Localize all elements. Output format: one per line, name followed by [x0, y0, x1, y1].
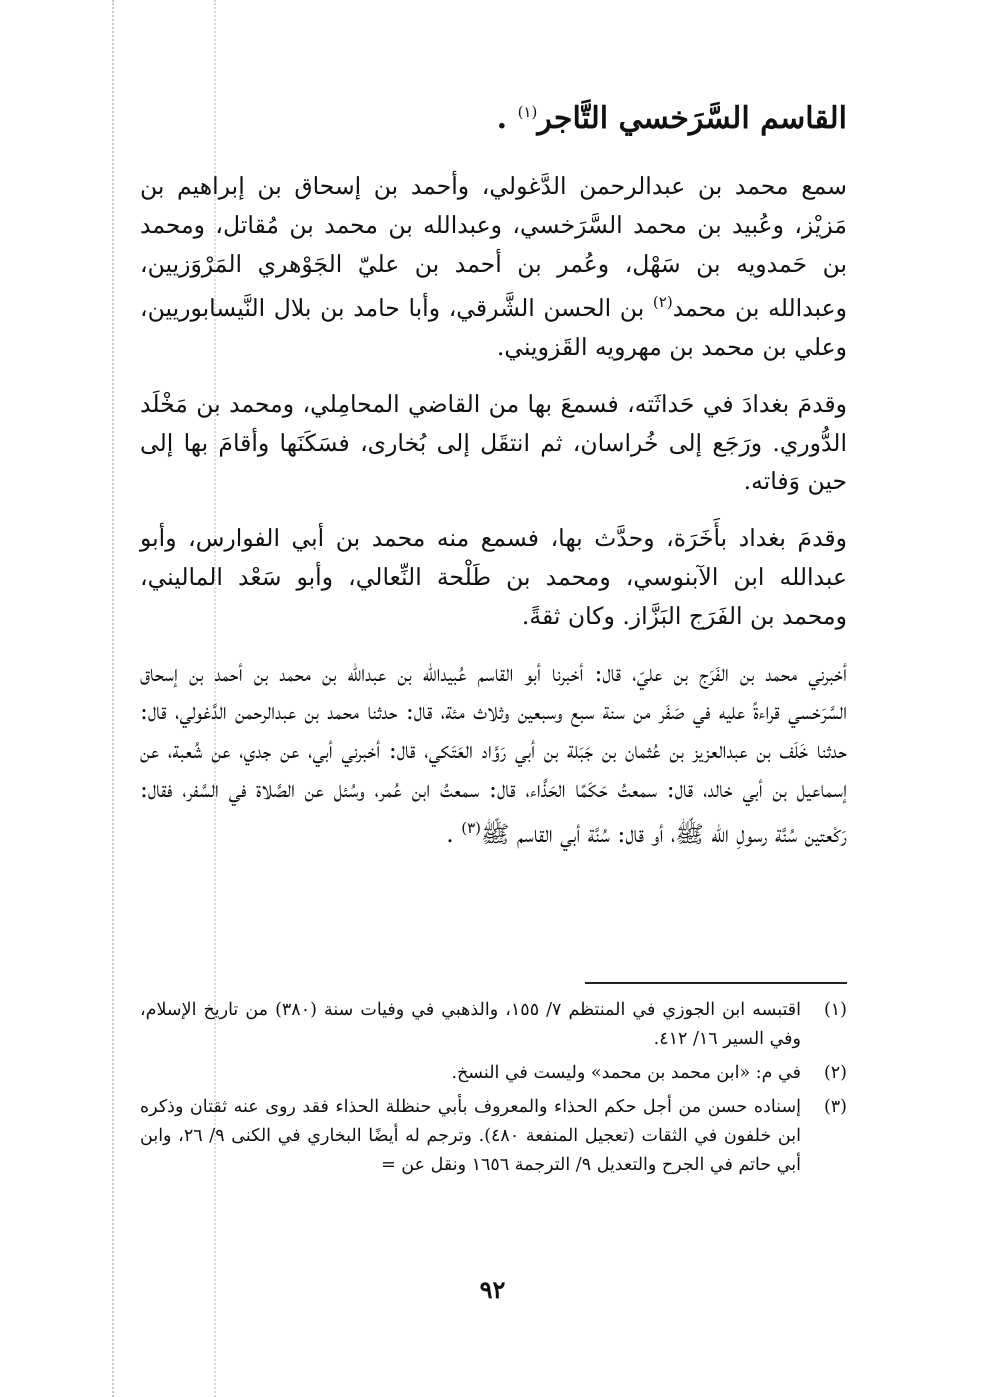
footnote-item: [140, 1093, 847, 1180]
entry-heading-tail: .: [496, 101, 518, 136]
entry-heading: [140, 92, 847, 139]
footnote-ref: (١): [517, 103, 538, 121]
footnote-text: في م: «ابن محمد بن محمد» وليست في النسخ.: [451, 1063, 801, 1083]
footnote-item: [140, 996, 847, 1054]
footnote-number: (٣): [823, 1097, 847, 1117]
entry-body: [140, 167, 847, 871]
footnote-ref: (٢): [652, 293, 673, 312]
footnote-text: إسناده حسن من أجل حكم الحذاء والمعروف بأبي حنظلة الحذاء فقد روى عنه ثقتان وذكره ابن خلفون في الثقات (تعجيل المنفعة ٤٨٠). وترجم له أيضًا البخاري في الكنى ٩/ ٢٦، وابن أبي حاتم في الجرح والتعديل ٩/ الترجمة ١٦٥٦ ونقل عن =: [140, 1097, 801, 1175]
footnote-separator: [585, 982, 847, 984]
page-number: ٩٢: [479, 1275, 506, 1304]
footnote-number: (٢): [823, 1063, 847, 1083]
footnotes: [140, 996, 847, 1185]
footnote-item: [140, 1059, 847, 1088]
paragraph: سمع محمد بن عبدالرحمن الدَّغولي، وأحمد بن إسحاق بن إبراهيم بن مَزيْز، وعُبيد بن محمد السَّرَخسي، وعبدالله بن محمد بن مُقاتل، ومحمد بن حَمدويه بن سَهْل، وعُمر بن أحمد بن عليّ الجَوْهري المَرْوَزيين، وعبدالله بن محمد$^{(٢)}$ بن الحسن الشَّرقي، وأبا حامد بن بلال النَّيسابوريين، وعلي بن محمد بن مهرويه القَزويني.: [140, 172, 847, 362]
paragraph: أخبرني محمد بن الفَرَج بن عليّ، قال: أخبرنا أبو القاسم عُبيدالله بن عبدالله بن محمد بن أحمد بن إسحاق السَّرَخسي قراءةً عليه في صَفَر من سنة سبع وسبعين وثلاث مئة، قال: حدثنا محمد بن عبدالرحمن الدَّغولي، قال: حدثنا خَلَف بن عبدالعزيز بن عُثمان بن جَبَلة بن أبي رَوَّاد العَتَكي، قال: أخبرني أبي، عن جدي، عن شُعبة، عن إسماعيل بن أبي خالد، قال: سمعتُ حَكَمًا الحَذَّاء، قال: سمعتُ ابن عُمر، وسُئل عن الصَّلاة في السَّفر، فقال: رَكْعتين سُنَّة رسولِ الله ﷺ، أو قال: سُنَّة أبي القاسم ﷺ$^{(٣)}$ .: [140, 658, 847, 848]
footnote-text: اقتبسه ابن الجوزي في المنتظم ٧/ ١٥٥، والذهبي في وفيات سنة (٣٨٠) من تاريخ الإسلام، وفي السير ١٦/ ٤١٢.: [140, 1000, 801, 1049]
paragraph: وقدمَ بغدادَ في حَداثَته، فسمعَ بها من القاضي المحامِلي، ومحمد بن مَخْلَد الدُّوري. ورَجَع إلى خُراسان، ثم انتقَل إلى بُخارى، فسَكَنَها وأقامَ بها إلى حين وَفاته.: [140, 389, 848, 496]
scan-margin-dots: [112, 0, 114, 1397]
footnote-number: (١): [823, 1000, 847, 1020]
entry-heading-text: القاسم السَّرَخسي التَّاجر: [537, 101, 847, 136]
paragraph: وقدمَ بغداد بأَخَرَة، وحدَّث بها، فسمع منه محمد بن أبي الفوارس، وأبو عبدالله ابن الآبنوسي، ومحمد بن طَلْحة النِّعالي، وأبو سَعْد الماليني، ومحمد بن الفَرَج البَزَّاز. وكان ثقةً.: [140, 524, 847, 630]
footnote-ref: (٣): [461, 818, 482, 837]
